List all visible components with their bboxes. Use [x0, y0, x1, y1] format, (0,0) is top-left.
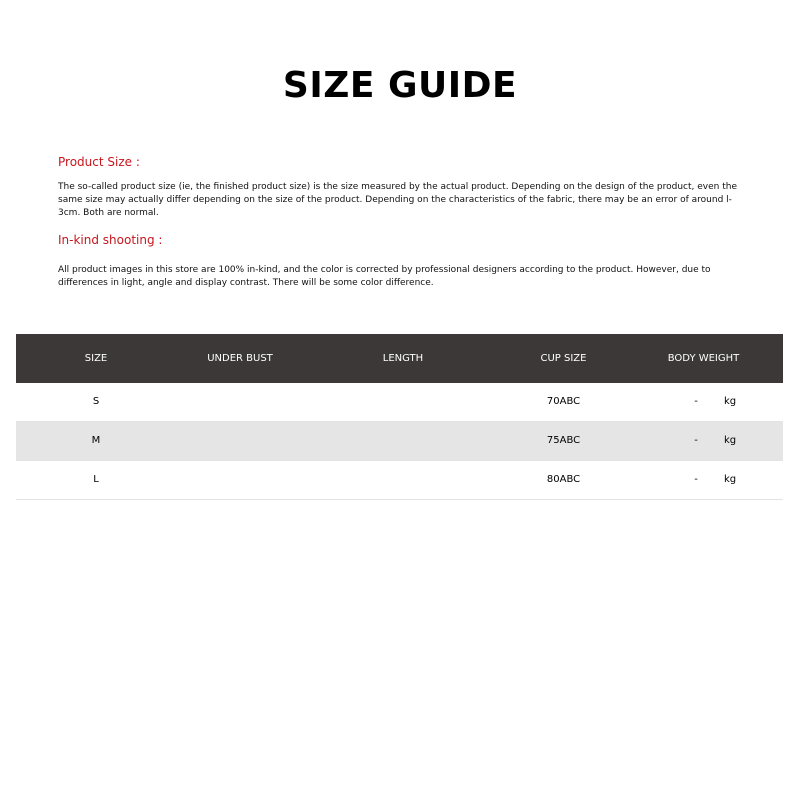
table-row	[16, 461, 783, 500]
length-cell	[336, 383, 470, 421]
product-size-heading: Product Size :	[58, 155, 140, 169]
body-weight-unit-cell: kg	[724, 396, 737, 407]
table-header	[16, 334, 783, 383]
table-row	[16, 422, 783, 461]
under-bust-cell	[176, 461, 304, 499]
body-weight-value-cell: -	[694, 474, 698, 485]
size-cell: S	[92, 396, 100, 407]
body-weight-value-cell: -	[694, 396, 698, 407]
under-bust-cell	[176, 383, 304, 421]
under-bust-cell	[176, 422, 304, 460]
in-kind-shooting-description: All product images in this store are 100% in-kind, and the color is corrected by professional designers according to the product. However, due to differences in light, angle and display contrast. There will be some color difference.	[58, 265, 711, 288]
body-weight-unit-cell: kg	[724, 474, 737, 485]
size-cell: L	[93, 474, 99, 485]
cup-size-cell: 75ABC	[546, 435, 581, 446]
cup-size-cell: 80ABC	[546, 474, 581, 485]
body-weight-value-cell: -	[694, 435, 698, 446]
length-cell	[336, 422, 470, 460]
header-body-weight: BODY WEIGHT	[667, 353, 740, 364]
size-table	[16, 334, 783, 500]
cup-size-cell: 70ABC	[546, 396, 581, 407]
header-under-bust: UNDER BUST	[207, 353, 273, 364]
length-cell	[336, 461, 470, 499]
page-title: SIZE GUIDE	[282, 65, 518, 106]
size-cell: M	[91, 435, 101, 446]
header-cup-size: CUP SIZE	[540, 353, 587, 364]
product-size-description: The so-called product size (ie, the finished product size) is the size measured by the actual product. Depending on the design of the product, even the same size may actually differ depending on the size of the product. Depending on the characteristics of the fabric, there may be an error of around l-3cm. Both are normal.	[58, 182, 737, 218]
header-length: LENGTH	[382, 353, 424, 364]
body-weight-unit-cell: kg	[724, 435, 737, 446]
in-kind-shooting-heading: In-kind shooting :	[58, 233, 163, 247]
header-size: SIZE	[84, 353, 108, 364]
table-row	[16, 383, 783, 422]
